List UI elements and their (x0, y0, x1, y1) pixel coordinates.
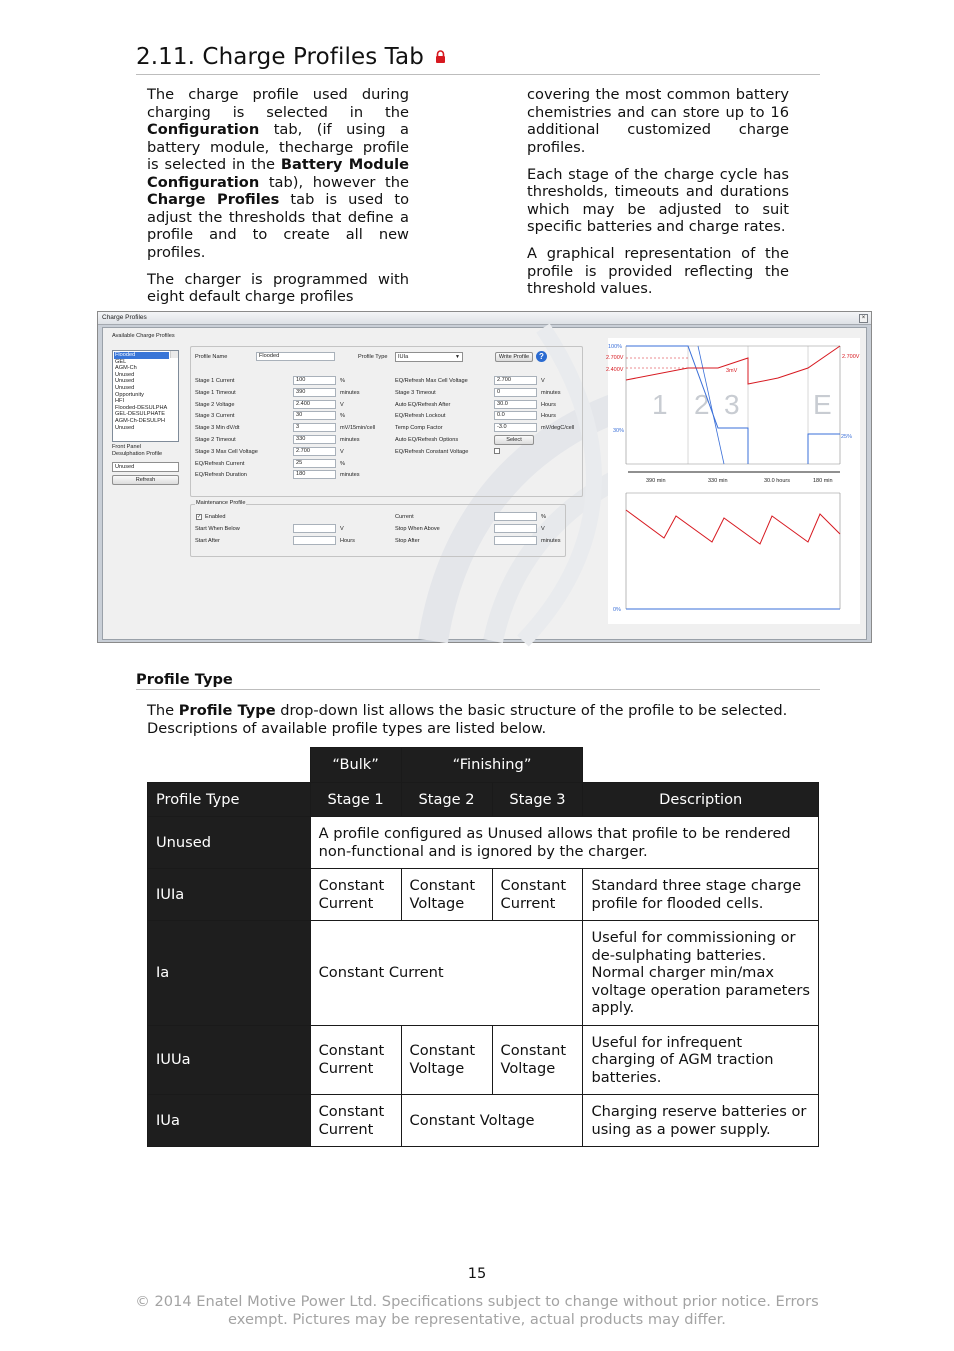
table-row (148, 921, 819, 1026)
unused-description: A profile configured as Unused allows that profile to be rendered non-functional and is ignored by the charger. (310, 817, 818, 869)
header-description: Description (583, 782, 819, 817)
setting-input[interactable]: 2.700 (293, 447, 336, 456)
paragraph-programmed: The charger is programmed with eight default charge profiles (147, 270, 409, 305)
profile-name-input[interactable]: Flooded (256, 352, 335, 361)
setting-input[interactable]: 2.400 (293, 400, 336, 409)
setting-label: Auto EQ/Refresh After (395, 401, 451, 408)
header-stage-3: Stage 3 (492, 782, 583, 817)
type-ia: Ia (148, 921, 311, 1026)
setting-input[interactable]: 0 (494, 388, 537, 397)
setting-label: EQ/Refresh Current (195, 460, 245, 467)
setting-label: EQ/Refresh Max Cell Voltage (395, 378, 468, 384)
table-blank-cell (583, 748, 819, 783)
paragraph-graphical: A graphical representation of the profile is provided reflecting the threshold values. (527, 245, 789, 297)
setting-input[interactable]: 3 (293, 423, 336, 432)
y-label-top: 100% (608, 344, 623, 350)
front-panel-label: Front Panel (112, 444, 141, 450)
header-stage-2: Stage 2 (401, 782, 492, 817)
setting-unit: minutes (541, 389, 561, 396)
duration-3: 30.0 hours (764, 478, 790, 484)
profile-type-label: Profile Type (358, 354, 388, 360)
iuua-description: Useful for infrequent charging of AGM traction batteries. (583, 1025, 819, 1095)
charge-profiles-screenshot (97, 311, 872, 643)
maintenance-title: Maintenance Profile (196, 500, 246, 506)
iua-stages-2-3: Constant Voltage (401, 1095, 583, 1147)
setting-unit: % (340, 413, 345, 420)
paragraph-charge-profile (147, 86, 409, 261)
stage-label-2: 2 (694, 389, 710, 420)
iua-description: Charging reserve batteries or using as a power supply. (583, 1095, 819, 1147)
table-row (148, 869, 819, 921)
type-iuia: IUIa (148, 869, 311, 921)
setting-unit: minutes (340, 437, 360, 443)
setting-unit: minutes (340, 472, 360, 479)
iuia-stage-3: Constant Current (492, 869, 583, 921)
list-item[interactable]: AGM-Ch (115, 365, 137, 372)
setting-input[interactable]: 330 (293, 435, 336, 444)
paragraph-stages: Each stage of the charge cycle has thresholds, timeouts and durations which may be adjusted to suit specific batteries and charge rates. (527, 165, 789, 235)
stage-label-e: E (813, 389, 832, 420)
setting-label: EQ/Refresh Duration (195, 472, 247, 479)
setting-label: Stage 3 Timeout (395, 389, 436, 396)
type-iua: IUa (148, 1095, 311, 1147)
paragraph-run: Charge Profiles (147, 191, 280, 208)
intro-column-right (527, 86, 789, 307)
bulk-header: “Bulk” (310, 748, 401, 783)
setting-label: EQ/Refresh Lockout (395, 413, 446, 420)
chevron-down-icon: ▼ (455, 354, 460, 360)
intro-text-bold: Profile Type (178, 702, 276, 719)
table-header-row (148, 782, 819, 817)
v-label-2: 2.400V (606, 367, 624, 373)
paragraph-run: Configuration (147, 121, 260, 138)
setting-label: Stage 2 Timeout (195, 437, 236, 443)
profile-type-table (147, 747, 819, 1147)
setting-label: Stage 1 Current (195, 378, 235, 384)
select-options-button[interactable]: Select (494, 435, 534, 445)
setting-label: Stage 3 Current (195, 413, 235, 420)
setting-label: Stage 1 Timeout (195, 389, 236, 396)
setting-label: Stage 2 Voltage (195, 401, 235, 408)
table-row (148, 1095, 819, 1147)
desulphation-value: Unused (115, 464, 135, 470)
window-titlebar (98, 312, 871, 325)
current-input[interactable] (494, 512, 537, 521)
finishing-header: “Finishing” (401, 748, 583, 783)
table-row (148, 817, 819, 869)
stage-label-3: 3 (724, 389, 740, 420)
type-iuua: IUUa (148, 1025, 311, 1095)
profile-graph (608, 338, 860, 624)
desulphation-label: Desulphation Profile (112, 451, 163, 457)
start-below-label: Start When Below (195, 526, 240, 532)
list-item[interactable]: Unused (115, 371, 135, 378)
start-below-input[interactable] (293, 524, 336, 533)
setting-unit: mV/degC/cell (541, 425, 575, 432)
paragraph-run: tab), however the (259, 173, 409, 191)
close-icon[interactable]: × (859, 314, 868, 323)
setting-input[interactable]: 2.700 (494, 376, 537, 385)
setting-input[interactable]: 0.0 (494, 411, 537, 420)
list-item[interactable]: Unused (115, 384, 135, 391)
profile-type-heading: Profile Type (136, 671, 820, 690)
start-after-unit: Hours (340, 538, 355, 544)
setting-input[interactable]: 180 (293, 470, 336, 479)
paragraph-chemistries: covering the most common battery chemistries and can store up to 16 additional customized charge profiles. (527, 86, 789, 156)
paragraph-run: The charge profile used during charging is selected in the (147, 86, 409, 121)
setting-input[interactable]: 30.0 (494, 400, 537, 409)
start-after-label: Start After (195, 538, 220, 544)
setting-label: Stage 3 Max Cell Voltage (195, 448, 258, 455)
page-number: 15 (467, 1265, 487, 1282)
list-item[interactable]: GEL (115, 358, 127, 365)
paragraph-run: Battery Module Configuration (147, 156, 409, 191)
setting-unit: Hours (541, 401, 556, 408)
copyright-footer: © 2014 Enatel Motive Power Ltd. Specifications subject to change without prior notice. Errors exempt. Pictures may be representative, actual products may differ. (135, 1293, 819, 1328)
profile-type-intro (147, 702, 807, 737)
profile-name-label: Profile Name (195, 354, 228, 360)
setting-unit: minutes (340, 389, 360, 396)
ia-stages: Constant Current (310, 921, 583, 1026)
duration-2: 330 min (708, 478, 728, 484)
setting-input[interactable]: 25 (293, 459, 336, 468)
section-heading (136, 44, 820, 75)
stop-above-input[interactable] (494, 524, 537, 533)
current-label: Current (395, 514, 414, 520)
duration-1: 390 min (646, 478, 666, 484)
setting-label: Stage 3 Min dV/dt (195, 425, 240, 432)
stop-above-unit: V (541, 526, 545, 532)
setting-input[interactable]: 30 (293, 411, 336, 420)
iuua-stage-3: Constant Voltage (492, 1025, 583, 1095)
list-item[interactable]: Unused (115, 378, 135, 385)
setting-label: Temp Comp Factor (395, 425, 443, 432)
list-item[interactable]: AGM-Ch-DESULPH (115, 417, 166, 424)
paragraph-run: tab is used to adjust the thresholds that define a profile and to create all new profiles. (147, 191, 409, 261)
stage-label-1: 1 (652, 389, 668, 420)
table-row (148, 1025, 819, 1095)
header-stage-1: Stage 1 (310, 782, 401, 817)
maintenance-enabled-label: Enabled (205, 514, 226, 520)
paragraph-run: tab, (if using a battery module, thecharge profile is selected in the (147, 121, 409, 173)
setting-unit: V (541, 378, 545, 384)
intro-text-before: The (147, 702, 179, 719)
iua-stage-1: Constant Current (310, 1095, 401, 1147)
page-title: 2.11. Charge Profiles Tab (136, 44, 424, 70)
setting-unit: Hours (541, 413, 556, 420)
v-label-1: 2.700V (606, 355, 624, 361)
constant-voltage-checkbox[interactable] (494, 448, 500, 454)
window-body (102, 327, 867, 640)
profile-type-value: IUIa (398, 354, 409, 360)
current-unit: % (541, 514, 546, 520)
setting-input[interactable]: 100 (293, 376, 336, 385)
list-item[interactable]: Unused (115, 424, 135, 431)
start-below-unit: V (340, 526, 344, 532)
iuua-stage-2: Constant Voltage (401, 1025, 492, 1095)
maintenance-enabled-checkbox[interactable]: ✓ (197, 514, 202, 520)
dvdt-label: 3mV (726, 368, 738, 374)
help-icon[interactable]: ? (536, 351, 547, 362)
window-title: Charge Profiles (102, 314, 147, 321)
write-profile-button[interactable]: Write Profile (495, 352, 533, 362)
iuia-stage-1: Constant Current (310, 869, 401, 921)
v-label-3: 2.700V (842, 354, 860, 360)
refresh-button[interactable]: Refresh (112, 475, 179, 485)
ia-description: Useful for commissioning or de-sulphating batteries. Normal charger min/max voltage operation parameters apply. (583, 921, 819, 1026)
available-profiles-label: Available Charge Profiles (112, 333, 175, 339)
setting-unit: V (340, 401, 344, 408)
setting-input[interactable]: -3.0 (494, 423, 537, 432)
type-unused: Unused (148, 817, 311, 869)
intro-column-left (147, 86, 409, 315)
setting-input[interactable]: 390 (293, 388, 336, 397)
stop-after-input[interactable] (494, 536, 537, 545)
setting-unit: % (340, 460, 345, 467)
header-profile-type: Profile Type (148, 782, 311, 817)
desulphation-select[interactable] (112, 462, 179, 472)
iuia-stage-2: Constant Voltage (401, 869, 492, 921)
duration-4: 180 min (813, 478, 833, 484)
table-group-header (148, 748, 819, 783)
setting-label: EQ/Refresh Constant Voltage (395, 448, 469, 455)
y-label-low: 25% (841, 434, 853, 440)
list-item[interactable]: HFI (115, 398, 125, 405)
start-after-input[interactable] (293, 536, 336, 545)
y-label-mid: 30% (613, 428, 625, 434)
setting-label: Auto EQ/Refresh Options (395, 437, 459, 443)
stop-above-label: Stop When Above (395, 526, 440, 532)
profile-type-select[interactable] (395, 352, 463, 362)
list-item[interactable]: Flooded-DESULPHA (115, 404, 168, 411)
list-item[interactable]: Flooded (114, 352, 169, 359)
y-label-bottom: 0% (613, 607, 621, 613)
iuua-stage-1: Constant Current (310, 1025, 401, 1095)
list-item[interactable]: Opportunity (115, 391, 144, 398)
table-blank-cell (148, 748, 311, 783)
intro-text-after: drop-down list allows the basic structure of the profile to be selected. Descriptions of available profile types are listed below. (147, 702, 788, 737)
stop-after-unit: minutes (541, 538, 561, 544)
lock-icon (435, 48, 446, 67)
stop-after-label: Stop After (395, 538, 420, 544)
iuia-description: Standard three stage charge profile for flooded cells. (583, 869, 819, 921)
profile-settings-group (190, 346, 583, 497)
list-item[interactable]: GEL-DESULPHATE (115, 411, 165, 418)
profiles-listbox[interactable] (112, 350, 179, 442)
setting-unit: mV/15min/cell (340, 425, 376, 432)
listbox-scrollbar[interactable] (170, 351, 178, 358)
setting-unit: % (340, 378, 345, 384)
setting-unit: V (340, 448, 344, 455)
